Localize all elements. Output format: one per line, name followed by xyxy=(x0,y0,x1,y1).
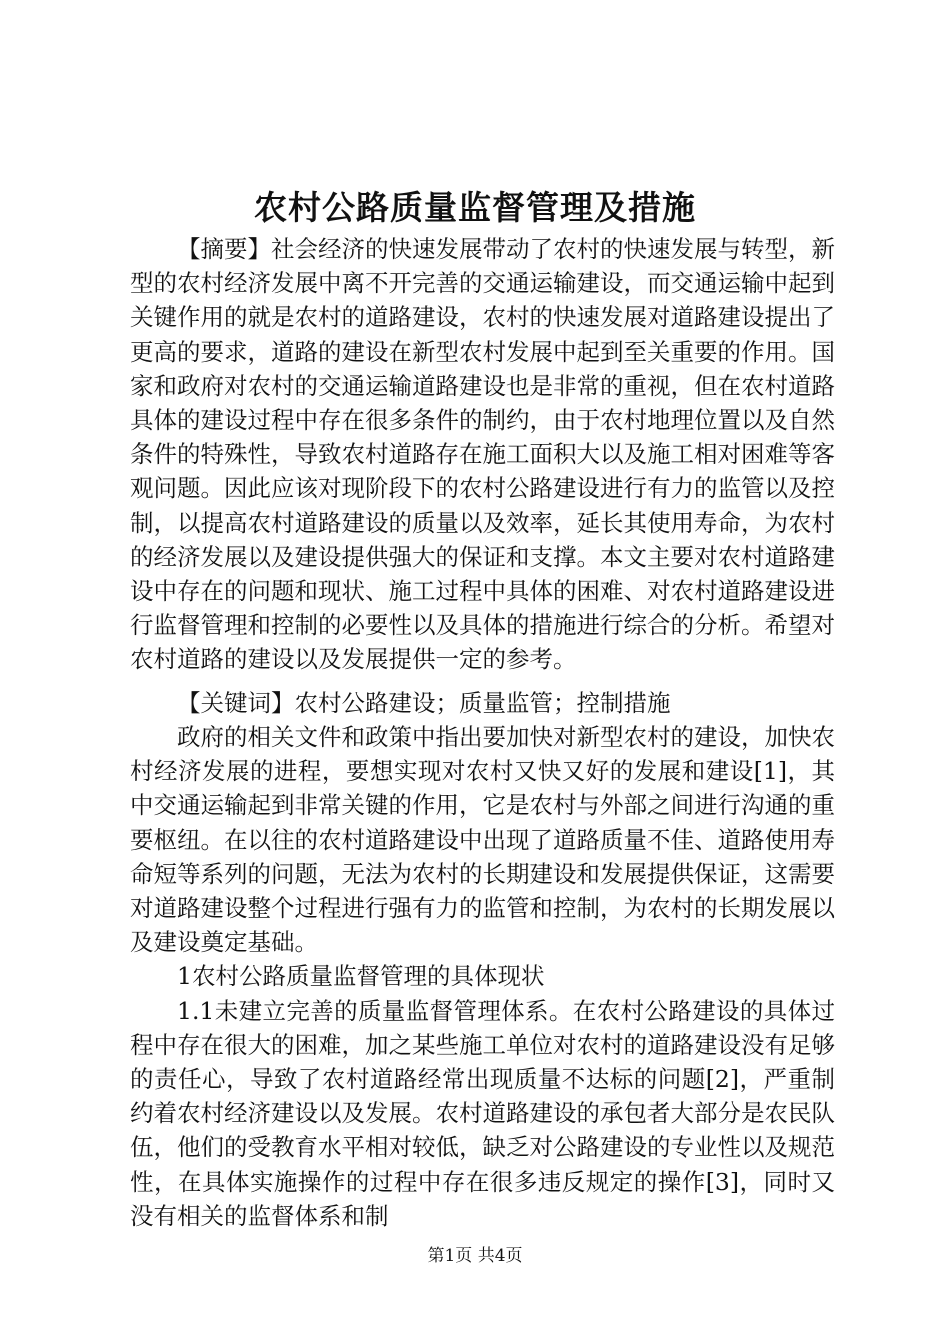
keywords-section xyxy=(130,686,835,720)
document-title: 农村公路质量监督管理及措施 xyxy=(254,188,696,227)
abstract-paragraph: 【摘要】社会经济的快速发展带动了农村的快速发展与转型，新型的农村经济发展中离不开完善的交通运输建设，而交通运输中起到关键作用的就是农村的道路建设，农村的快速发展对道路建设提出了更高的要求，道路的建设在新型农村发展中起到至关重要的作用。国家和政府对农村的交通运输道路建设也是非常的重视，但在农村道路具体的建设过程中存在很多条件的制约，由于农村地理位置以及自然条件的特殊性，导致农村道路存在施工面积大以及施工相对困难等客观问题。因此应该对现阶段下的农村公路建设进行有力的监管以及控制，以提高农村道路建设的质量以及效率，延长其使用寿命，为农村的经济发展以及建设提供强大的保证和支撑。本文主要对农村道路建设中存在的问题和现状、施工过程中具体的困难、对农村道路建设进行监督管理和控制的必要性以及具体的措施进行综合的分析。希望对农村道路的建设以及发展提供一定的参考。 xyxy=(130,235,835,674)
keywords-line: 【关键词】农村公路建设；质量监管；控制措施 xyxy=(177,689,671,717)
abstract-section xyxy=(130,232,835,677)
body-paragraph-2: 1.1未建立完善的质量监督管理体系。在农村公路建设的具体过程中存在很大的困难，加之某些施工单位对农村的道路建设没有足够的责任心，导致了农村道路经常出现质量不达标的问题[2]，严重制约着农村经济建设以及发展。农村道路建设的承包者大部分是农民队伍，他们的受教育水平相对较低，缺乏对公路建设的专业性以及规范性，在具体实施操作的过程中存在很多违反规定的操作[3]，同时又没有相关的监督体系和制 xyxy=(130,996,835,1230)
body-paragraph-1: 政府的相关文件和政策中指出要加快对新型农村的建设，加快农村经济发展的进程，要想实现对农村又快又好的发展和建设[1]，其中交通运输起到非常关键的作用，它是农村与外部之间进行沟通的重要枢纽。在以往的农村道路建设中出现了道路质量不佳、道路使用寿命短等系列的问题，无法为农村的长期建设和发展提供保证，这需要对道路建设整个过程进行强有力的监管和控制，为农村的长期发展以及建设奠定基础。 xyxy=(130,723,835,957)
body-section xyxy=(130,720,835,1233)
page-footer: 第1页 共4页 xyxy=(427,1246,523,1266)
section-heading-1: 1农村公路质量监督管理的具体现状 xyxy=(177,962,545,991)
